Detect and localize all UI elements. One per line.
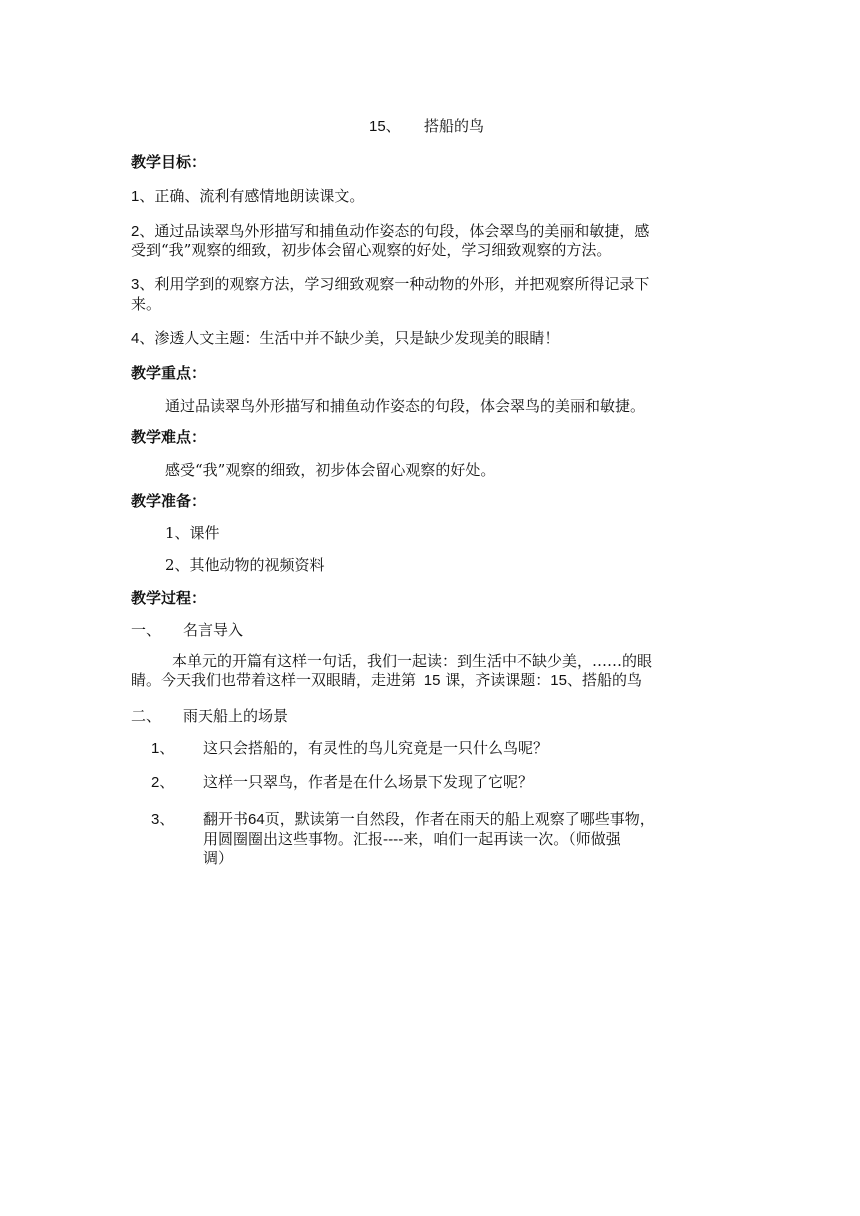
- objective-item: [131, 221, 649, 242]
- section-number: 一、: [131, 621, 162, 639]
- key-points-text: 通过品读翠鸟外形描写和捕鱼动作姿态的句段，体会翠鸟的美丽和敏捷。: [165, 397, 646, 415]
- objective-text: 、正确、流利有感情地朗读课文。: [139, 187, 365, 205]
- difficulties-heading: 教学难点：: [131, 428, 207, 446]
- paragraph-line1: 本单元的开篇有这样一句话，我们一起读：到生活中不缺少美，……的眼: [172, 652, 653, 670]
- step-text: 页，默读第一自然段，作者在雨天的船上观察了哪些事物，: [264, 810, 655, 828]
- objective-number: 4: [131, 330, 140, 347]
- section-title: 名言导入: [183, 621, 244, 639]
- step-number: 2、: [151, 774, 175, 791]
- section-number: 二、: [131, 707, 162, 725]
- objective-number: 3: [131, 276, 140, 293]
- paragraph-line2: [131, 670, 642, 691]
- lesson-number: 15: [550, 672, 567, 689]
- objective-item: [131, 186, 364, 207]
- objective-text-line2: 来。: [131, 295, 162, 313]
- title-number: 15、: [369, 118, 401, 135]
- preparation-heading: 教学准备：: [131, 492, 207, 510]
- process-heading: 教学过程：: [131, 589, 207, 607]
- step-number: 1、: [151, 740, 175, 757]
- objective-text-line1: 、通过品读翠鸟外形描写和捕鱼动作姿态的句段，体会翠鸟的美丽和敏捷，感: [139, 222, 650, 240]
- preparation-item: 1、课件: [165, 524, 220, 542]
- lesson-number: 15: [423, 672, 441, 689]
- difficulties-text: 感受“我”观察的细致，初步体会留心观察的好处。: [165, 461, 496, 479]
- objectives-heading: 教学目标：: [131, 153, 207, 171]
- paragraph-text: 课，齐读课题：: [445, 671, 551, 689]
- objective-number: 1: [131, 188, 140, 205]
- step-text-line2: 用圆圈圈出这些事物。汇报----来，咱们一起再读一次。（师做强: [203, 830, 621, 848]
- preparation-item: 2、其他动物的视频资料: [165, 556, 325, 574]
- objective-text: 、渗透人文主题：生活中并不缺少美，只是缺少发现美的眼睛！: [139, 329, 560, 347]
- objective-number: 2: [131, 223, 140, 240]
- page-title: 搭船的鸟: [424, 117, 485, 135]
- objective-item: [131, 328, 559, 349]
- step-text-line3: 调）: [203, 849, 234, 867]
- step-text-line1: [203, 809, 655, 830]
- objective-item: [131, 274, 649, 295]
- step-number: 3、: [151, 811, 175, 828]
- key-points-heading: 教学重点：: [131, 364, 207, 382]
- objective-text-line1: 、利用学到的观察方法，学习细致观察一种动物的外形，并把观察所得记录下: [139, 275, 650, 293]
- section-title: 雨天船上的场景: [183, 707, 289, 725]
- objective-text-line2: 受到“我”观察的细致，初步体会留心观察的好处，学习细致观察的方法。: [131, 241, 612, 259]
- page-number: 64: [248, 811, 265, 828]
- paragraph-text: 睛。今天我们也带着这样一双眼睛，走进第: [131, 671, 417, 689]
- step-text: 翻开书: [203, 810, 249, 828]
- paragraph-text: 、搭船的鸟: [566, 671, 642, 689]
- step-text: 这样一只翠鸟，作者是在什么场景下发现了它呢？: [203, 773, 534, 791]
- step-text: 这只会搭船的，有灵性的鸟儿究竟是一只什么鸟呢？: [203, 739, 549, 757]
